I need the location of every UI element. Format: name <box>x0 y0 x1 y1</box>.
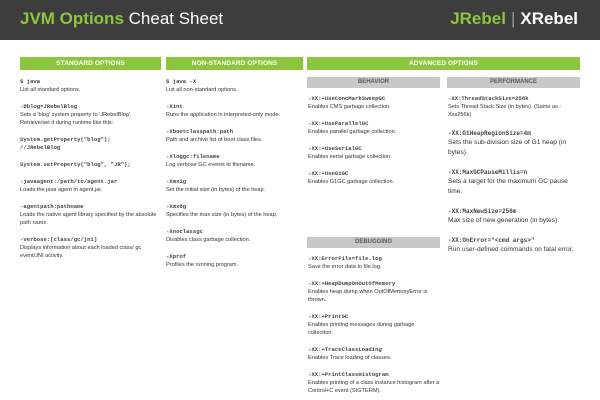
option-desc: Enables Trace loading of classes. <box>308 355 392 361</box>
option-code: $ java <box>20 78 41 85</box>
option-code: $ java -X <box>166 78 197 85</box>
option-entry <box>20 103 161 127</box>
performance-options-list <box>448 95 580 265</box>
option-entry <box>166 153 303 169</box>
option-code: System.setProperty("blog", "JR"); <box>20 161 131 168</box>
option-code: -XX:+HeapDumpOnOutOfMemory <box>308 280 396 287</box>
brand-jrebel: JRebel <box>450 9 506 28</box>
option-code: -verbose:[class/gc/jni] <box>20 236 98 243</box>
option-desc: Profiles the running program. <box>166 262 239 268</box>
option-desc: Max size of new generation (in bytes). <box>448 217 560 224</box>
option-code: -Xprof <box>166 253 187 260</box>
option-desc: Enables parallel garbage collection. <box>308 129 397 135</box>
option-desc: Enables printing messages during garbage collection. <box>308 322 415 336</box>
option-entry <box>166 78 303 94</box>
option-code: -XX:MaxNewSize=256m <box>448 208 517 215</box>
brand-xrebel: XRebel <box>520 9 578 28</box>
option-entry <box>166 103 303 119</box>
option-desc: Runs the application in interpreted-only mode. <box>166 112 281 118</box>
option-entry <box>308 313 440 337</box>
option-desc: Sets the sub-division size of G1 heap (in bytes). <box>448 139 567 156</box>
option-desc: Set the initial size (in bytes) of the heap. <box>166 187 266 193</box>
option-code: -XX:+UseSerialGC <box>308 145 362 152</box>
option-entry <box>308 280 440 304</box>
debugging-header: DEBUGGING <box>307 237 440 248</box>
option-entry <box>308 145 440 161</box>
option-code: -javaagent:/path/to/agent.jar <box>20 178 118 185</box>
option-entry <box>308 170 440 186</box>
option-desc: Loads the java agent in agent.jar. <box>20 187 103 193</box>
option-desc: Enables printing of a class instance histogram after a Control+C event (SIGTERM). <box>308 380 440 394</box>
option-code: -Xmx1g <box>166 178 187 185</box>
nonstandard-options-list <box>166 78 303 278</box>
option-code: -Xnoclassgc <box>166 228 203 235</box>
option-desc: List all non-standard options. <box>166 87 238 93</box>
title-accent: JVM Options <box>20 9 124 28</box>
option-entry <box>166 178 303 194</box>
option-code: -XX:+UseConcMarkSweepGC <box>308 95 386 102</box>
option-entry <box>448 168 580 197</box>
title-rest: Cheat Sheet <box>123 9 224 28</box>
option-code: -Xmx8g <box>166 203 187 210</box>
option-code: -XX:OnError="<cmd args>" <box>448 237 535 244</box>
option-entry <box>448 236 580 255</box>
option-code: -XX:+PrintGC <box>308 313 349 320</box>
option-desc: Sets Thread Stack Size (in bytes). (Same as -Xss256k) <box>448 104 562 118</box>
option-entry <box>308 346 440 362</box>
behavior-header: BEHAVIOR <box>307 77 440 88</box>
option-code: -XX:ThreadStackSize=256k <box>448 95 529 102</box>
option-desc: Save the error data to file.log. <box>308 264 382 270</box>
brand-separator: | <box>510 9 516 28</box>
option-entry <box>20 178 161 194</box>
option-code: -XX:+UseParallelGC <box>308 120 369 127</box>
option-entry <box>308 255 440 271</box>
option-entry <box>166 203 303 219</box>
option-entry <box>448 207 580 226</box>
option-code: -Xint <box>166 103 183 110</box>
option-desc: Sets a target for the maximum GC pause time. <box>448 178 568 195</box>
option-desc: List all standard options. <box>20 87 81 93</box>
option-code: System.getProperty("blog"); //JRebelBlog <box>20 136 111 151</box>
option-desc: Specifies the max size (in bytes) of the heap. <box>166 212 278 218</box>
option-entry <box>166 253 303 269</box>
option-entry <box>448 129 580 158</box>
option-entry <box>308 120 440 136</box>
option-code: -XX:+TraceClassLoading <box>308 346 382 353</box>
standard-options-header: STANDARD OPTIONS <box>20 57 161 70</box>
option-desc: Displays information about each loaded class/ gc event/JNI activity. <box>20 245 142 259</box>
debugging-options-list <box>308 255 440 400</box>
page-title <box>20 9 223 29</box>
option-desc: Enables heap dump when OutOfMemoryError is thrown. <box>308 289 428 303</box>
option-code: -Xloggc:filename <box>166 153 220 160</box>
option-entry <box>166 228 303 244</box>
brand-logo <box>450 9 578 29</box>
option-desc: Sets a 'blog' system property to 'JRebelBlog'. Retrieve/set it during runtime like this: <box>20 112 132 126</box>
option-desc: Enables G1GC garbage collection. <box>308 179 395 185</box>
option-entry <box>308 371 440 395</box>
option-code: -XX:+UseG1GC <box>308 170 349 177</box>
option-code: -agentpath:pathname <box>20 203 84 210</box>
option-desc: Enables serial garbage collection. <box>308 154 392 160</box>
option-desc: Enables CMS garbage collection. <box>308 104 391 110</box>
option-entry <box>308 95 440 111</box>
option-code: -XX:ErrorFile=file.log <box>308 255 382 262</box>
option-code: -XX:MaxGCPauseMillis=n <box>448 169 528 176</box>
behavior-options-list <box>308 95 440 195</box>
advanced-options-header: ADVANCED OPTIONS <box>307 57 580 70</box>
option-code: -XX:G1HeapRegionSize=4m <box>448 130 531 137</box>
header-bar <box>0 0 600 40</box>
option-entry <box>20 136 161 152</box>
option-entry <box>166 128 303 144</box>
option-desc: Loads the native agent library specified by the absolute path name. <box>20 212 157 226</box>
option-desc: Run user-defined commands on fatal error. <box>448 246 574 253</box>
option-entry <box>20 236 161 260</box>
option-code: -Dblog=JRebelBlog <box>20 103 78 110</box>
option-entry <box>448 95 580 119</box>
performance-header: PERFORMANCE <box>447 77 580 88</box>
option-code: -XX:+PrintClassHistogram <box>308 371 389 378</box>
option-entry <box>20 161 161 169</box>
option-code: -Xbootclasspath:path <box>166 128 234 135</box>
option-entry <box>20 203 161 227</box>
nonstandard-options-header: NON-STANDARD OPTIONS <box>166 57 303 70</box>
option-desc: Disables class garbage collection. <box>166 237 251 243</box>
option-desc: Log verbose GC events to filename. <box>166 162 256 168</box>
standard-options-list <box>20 78 161 269</box>
option-desc: Path and archive list of boot class files. <box>166 137 263 143</box>
option-entry <box>20 78 161 94</box>
